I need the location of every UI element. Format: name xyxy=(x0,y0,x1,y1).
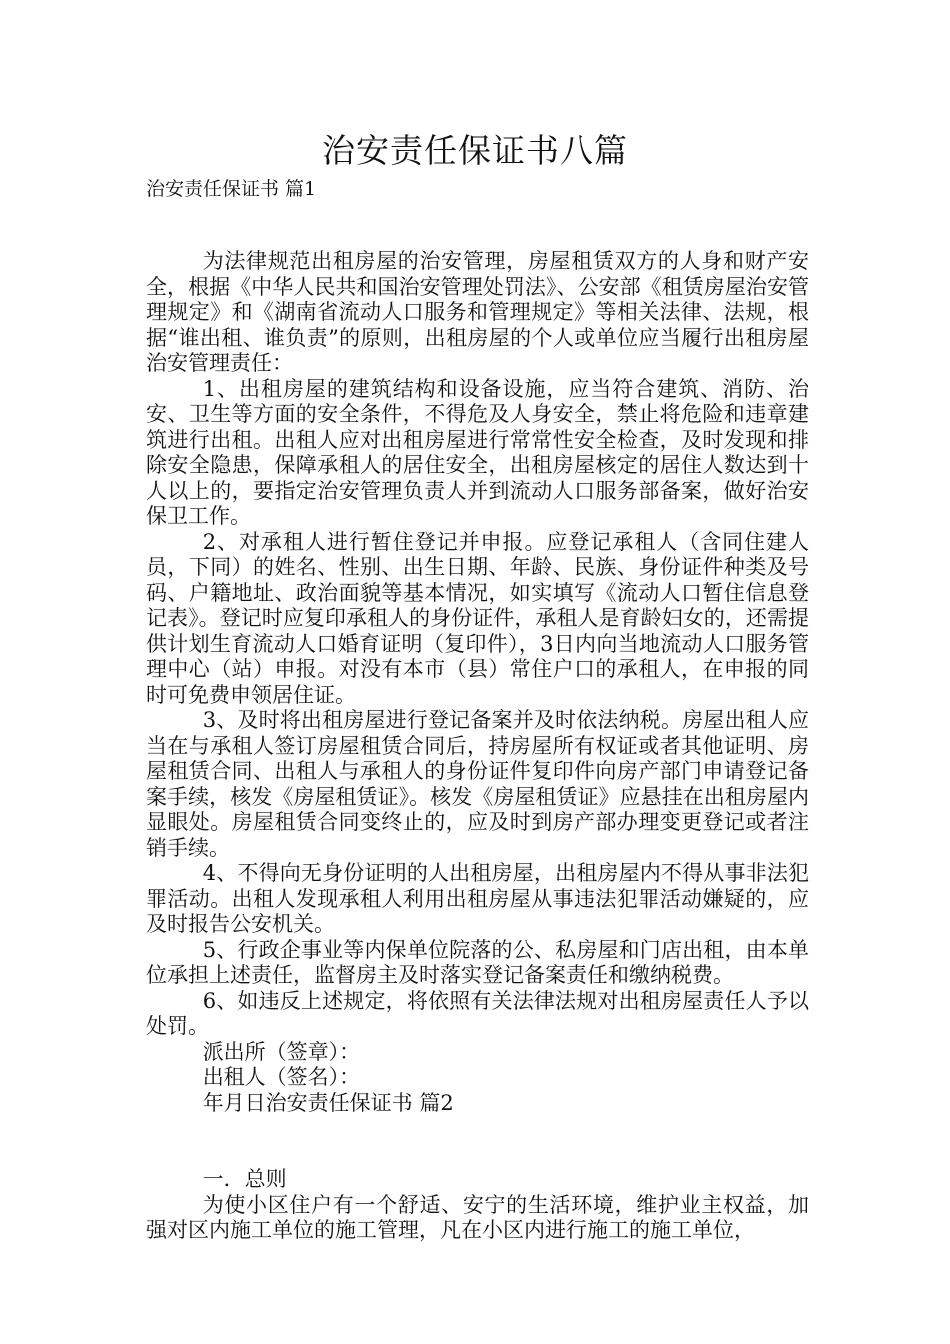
section-heading: 治安责任保证书 篇1 xyxy=(146,178,317,200)
police-station-signature-line: 派出所（签章）： xyxy=(202,1039,361,1064)
intro-paragraph: 为法律规范出租房屋的治安管理，房屋租赁双方的人身和财产安全，根据《中华人民共和国治安管理处罚法》、公安部《租赁房屋治安管理规定》和《湖南省流动人口服务和管理规定》等相关法律、法规，根据“谁出租、谁负责”的原则，出租房屋的个人或单位应当履行出租房屋治安管理责任： xyxy=(146,249,809,375)
clause-5-paragraph: 5、行政企事业等内保单位院落的公、私房屋和门店出租，由本单位承担上述责任，监督房主及时落实登记备案责任和缴纳税费。 xyxy=(146,937,809,987)
clause-3-paragraph: 3、及时将出租房屋进行登记备案并及时依法纳税。房屋出租人应当在与承租人签订房屋租赁合同后，持房屋所有权证或者其他证明、房屋租赁合同、出租人与承租人的身份证件复印件向房产部门申请登记备案手续，核发《房屋租赁证》。核发《房屋租赁证》应悬挂在出租房屋内显眼处。房屋租赁合同变终止的，应及时到房产部办理变更登记或者注销手续。 xyxy=(146,708,809,860)
clause-1-paragraph: 1、出租房屋的建筑结构和设备设施，应当符合建筑、消防、治安、卫生等方面的安全条件，不得危及人身安全，禁止将危险和违章建筑进行出租。出租人应对出租房屋进行常常性安全检查，及时发现和排除安全隐患，保障承租人的居住安全，出租房屋核定的居住人数达到十人以上的，要指定治安管理负责人并到流动人口服务部备案，做好治安保卫工作。 xyxy=(146,376,809,528)
general-provisions-heading: 一．总则 xyxy=(202,1167,287,1191)
document-title: 治安责任保证书八篇 xyxy=(322,131,628,170)
clause-6-paragraph: 6、如违反上述规定，将依照有关法律法规对出租房屋责任人予以处罚。 xyxy=(146,988,809,1038)
clause-2-paragraph: 2、对承租人进行暂住登记并申报。应登记承租人（含同住建人员，下同）的姓名、性别、出生日期、年龄、民族、身份证件种类及号码、户籍地址、政治面貌等基本情况，如实填写《流动人口暂住信息登记表》。登记时应复印承租人的身份证件，承租人是育龄妇女的，还需提供计划生育流动人口婚育证明（复印件），3日内向当地流动人口服务管理中心（站）申报。对没有本市（县）常住户口的承租人，在申报的同时可免费申领居住证。 xyxy=(146,529,809,707)
document-body xyxy=(146,249,809,1244)
date-and-section-2-heading: 年月日治安责任保证书 篇2 xyxy=(202,1090,454,1115)
clause-4-paragraph: 4、不得向无身份证明的人出租房屋，出租房屋内不得从事非法犯罪活动。出租人发现承租人利用出租房屋从事违法犯罪活动嫌疑的，应及时报告公安机关。 xyxy=(146,861,809,936)
section-2-paragraph: 为使小区住户有一个舒适、安宁的生活环境，维护业主权益，加强对区内施工单位的施工管理，凡在小区内进行施工的施工单位， xyxy=(146,1192,809,1242)
section-spacer xyxy=(146,1116,809,1167)
lessor-signature-line: 出租人（签名）： xyxy=(202,1065,361,1089)
